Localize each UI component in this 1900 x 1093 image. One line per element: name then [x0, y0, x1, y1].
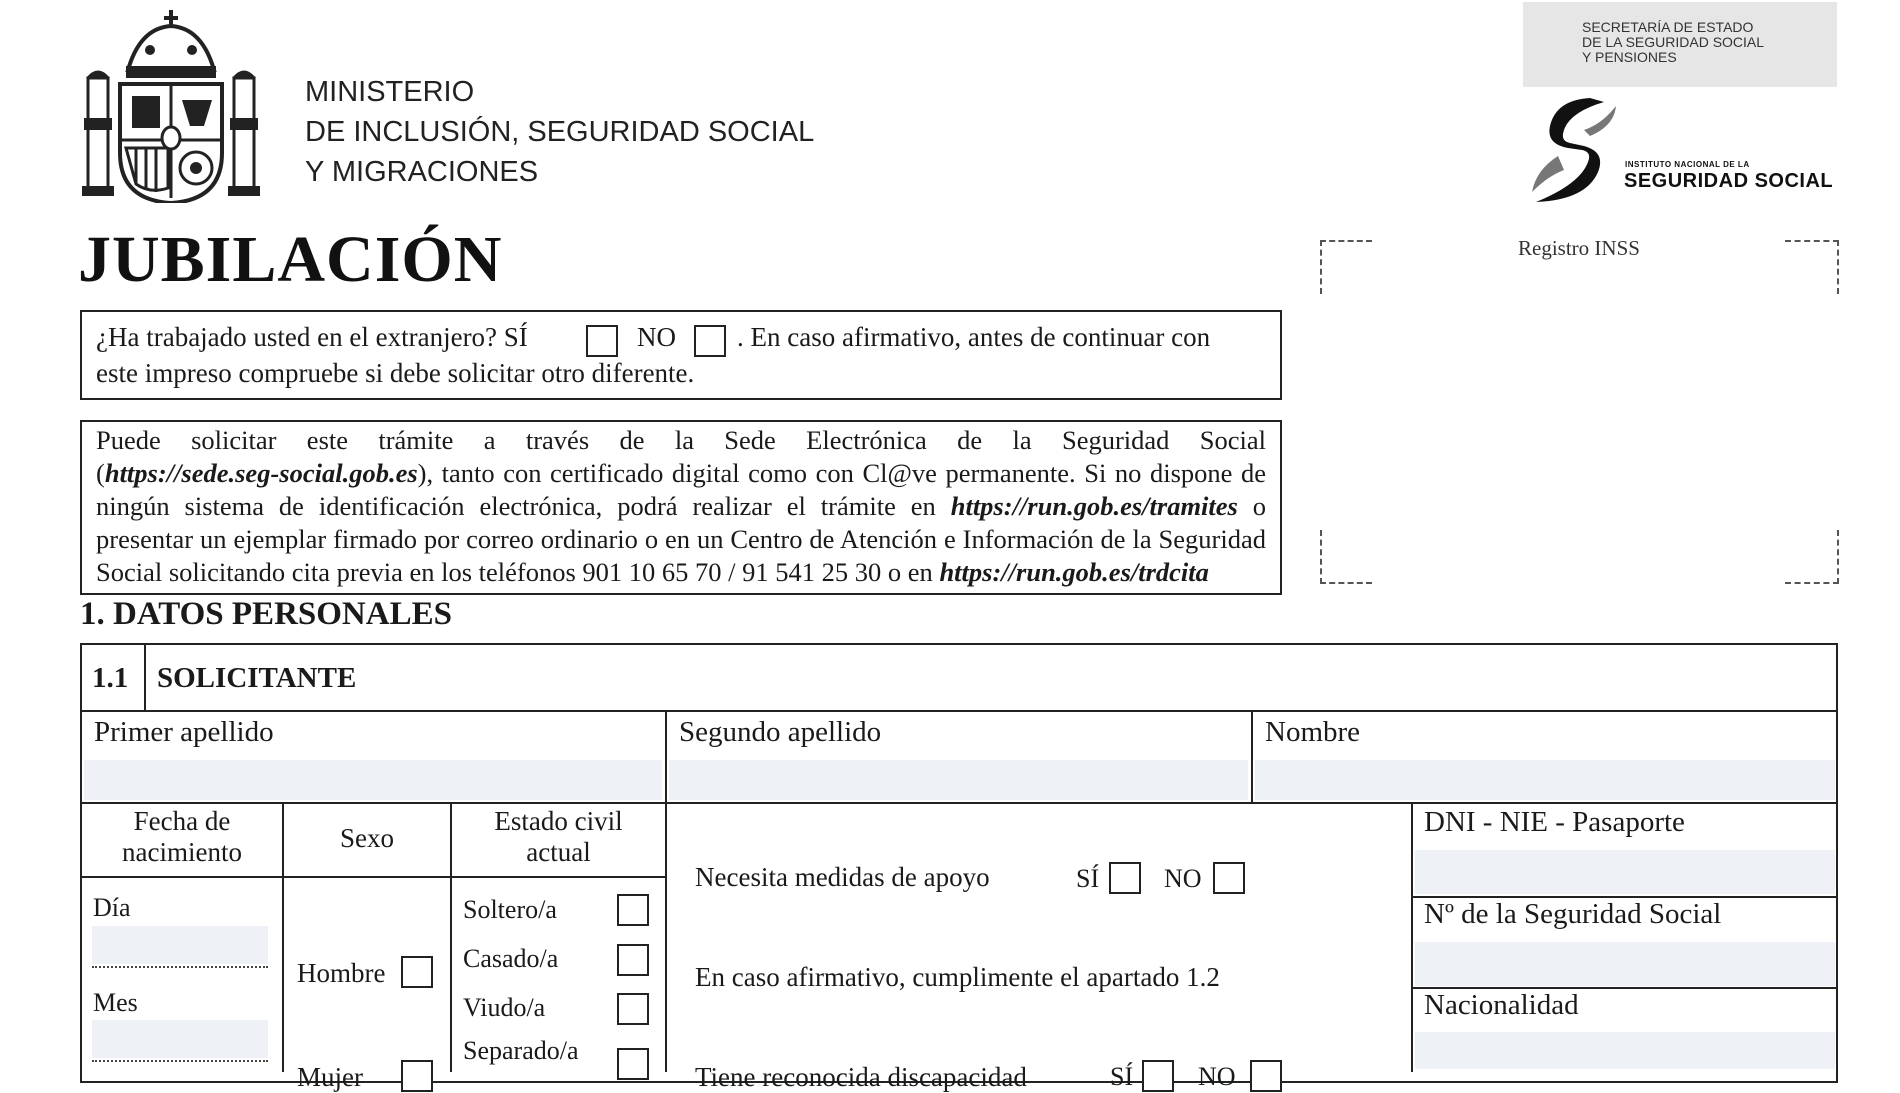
- solicitante-title: SOLICITANTE: [157, 662, 357, 694]
- nombre-label: Nombre: [1265, 716, 1361, 748]
- apoyo-label: Necesita medidas de apoyo: [695, 862, 990, 892]
- divider: [1411, 802, 1413, 1072]
- mujer-checkbox[interactable]: [401, 1060, 433, 1092]
- inss-small-text: INSTITUTO NACIONAL DE LA: [1625, 160, 1750, 169]
- info-box-text: [96, 424, 1266, 589]
- info-line-3-pre: ningún sistema de identificación electrónica, podrá realizar el trámite en: [96, 491, 936, 521]
- mujer-label: Mujer: [297, 1062, 363, 1092]
- divider: [144, 643, 146, 711]
- nombre-input[interactable]: [1255, 760, 1835, 800]
- estado-civil-header: [452, 806, 665, 868]
- afirmativo-note: En caso afirmativo, cumplimente el apartado 1.2: [695, 962, 1220, 992]
- mes-underline: [92, 1060, 268, 1062]
- registro-label: Registro INSS: [1518, 236, 1640, 260]
- ministry-line-1: MINISTERIO: [305, 76, 475, 108]
- discapacidad-label: Tiene reconocida discapacidad: [695, 1062, 1027, 1092]
- info-line-5-pre: Social solicitando cita previa en los teléfonos 901 10 65 70 / 91 541 25 30 o en: [96, 557, 933, 587]
- apoyo-si-checkbox[interactable]: [1109, 862, 1141, 894]
- primer-apellido-input[interactable]: [84, 760, 662, 800]
- nss-label: Nº de la Seguridad Social: [1424, 898, 1722, 930]
- ministry-line-3: Y MIGRACIONES: [305, 156, 539, 188]
- secretaria-line-1: SECRETARÍA DE ESTADO: [1582, 19, 1754, 35]
- secretaria-line-2: DE LA SEGURIDAD SOCIAL: [1582, 34, 1765, 50]
- dia-input[interactable]: [92, 926, 268, 964]
- inss-big-text: SEGURIDAD SOCIAL: [1624, 170, 1834, 192]
- foreign-question: ¿Ha trabajado usted en el extranjero? SÍ: [96, 322, 528, 352]
- fecha-header: [82, 806, 282, 868]
- inss-logo-icon: [1528, 96, 1618, 206]
- trdcita-link[interactable]: https://run.gob.es/trdcita: [939, 557, 1209, 587]
- discapacidad-si-checkbox[interactable]: [1142, 1060, 1174, 1092]
- separado-checkbox[interactable]: [617, 1048, 649, 1080]
- foreign-no-checkbox[interactable]: [694, 325, 726, 357]
- primer-apellido-label: Primer apellido: [94, 716, 274, 748]
- foreign-yes-checkbox[interactable]: [586, 325, 618, 357]
- info-line-2-rest: ), tanto con certificado digital como con Cl@ve permanente. Si no dispone de: [417, 458, 1266, 488]
- estado-line-2: actual: [526, 837, 591, 867]
- apoyo-no-label: NO: [1164, 864, 1202, 893]
- foreign-tail: . En caso afirmativo, antes de continuar con: [737, 322, 1211, 352]
- info-paren: (: [96, 458, 105, 488]
- divider: [80, 710, 1838, 712]
- discapacidad-si-label: SÍ: [1110, 1062, 1134, 1091]
- info-line-5: [96, 556, 1266, 589]
- mes-label: Mes: [93, 988, 138, 1017]
- foreign-no-label: NO: [637, 322, 676, 352]
- registro-corner-bl: [1320, 530, 1372, 584]
- soltero-checkbox[interactable]: [617, 894, 649, 926]
- secretaria-box: [1523, 2, 1837, 87]
- ministry-line-2: DE INCLUSIÓN, SEGURIDAD SOCIAL: [305, 116, 815, 148]
- dni-label: DNI - NIE - Pasaporte: [1424, 806, 1685, 838]
- viudo-label: Viudo/a: [463, 993, 546, 1022]
- divider: [80, 876, 667, 878]
- viudo-checkbox[interactable]: [617, 993, 649, 1025]
- sede-link[interactable]: https://sede.seg-social.gob.es: [104, 458, 418, 488]
- info-line-4: presentar un ejemplar firmado por correo ordinario o en un Centro de Atención e Información de la Seguridad: [96, 524, 1266, 554]
- nss-input[interactable]: [1415, 942, 1835, 986]
- segundo-apellido-label: Segundo apellido: [679, 716, 882, 748]
- segundo-apellido-input[interactable]: [669, 760, 1248, 800]
- registro-corner-tr: [1785, 240, 1839, 294]
- discapacidad-no-checkbox[interactable]: [1250, 1060, 1282, 1092]
- mes-input[interactable]: [92, 1020, 268, 1058]
- soltero-label: Soltero/a: [463, 895, 557, 924]
- apoyo-si-label: SÍ: [1076, 864, 1100, 893]
- casado-checkbox[interactable]: [617, 944, 649, 976]
- separado-label: Separado/a: [463, 1036, 579, 1065]
- apoyo-no-checkbox[interactable]: [1213, 862, 1245, 894]
- coat-of-arms-logo: [80, 8, 262, 203]
- info-line-1: Puede solicitar este trámite a través de la Sede Electrónica de la Seguridad Social: [96, 425, 1266, 455]
- casado-label: Casado/a: [463, 944, 559, 973]
- dia-underline: [92, 966, 268, 968]
- info-line-3: [96, 490, 1266, 523]
- divider: [1251, 710, 1253, 803]
- tramites-link[interactable]: https://run.gob.es/tramites: [950, 491, 1238, 521]
- foreign-line-2: este impreso compruebe si debe solicitar otro diferente.: [96, 358, 695, 388]
- section-1-title: 1. DATOS PERSONALES: [80, 596, 452, 632]
- page-title: JUBILACIÓN: [78, 223, 503, 296]
- nacionalidad-input[interactable]: [1415, 1032, 1835, 1069]
- fecha-line-1: Fecha de: [133, 806, 231, 836]
- ministry-name: [305, 72, 814, 192]
- sexo-header: Sexo: [340, 823, 394, 853]
- estado-line-1: Estado civil: [494, 806, 623, 836]
- fecha-line-2: nacimiento: [122, 837, 242, 867]
- dni-input[interactable]: [1415, 850, 1835, 894]
- discapacidad-no-label: NO: [1198, 1062, 1236, 1091]
- divider: [665, 802, 667, 1072]
- registro-corner-br: [1785, 530, 1839, 584]
- dia-label: Día: [93, 893, 131, 922]
- hombre-label: Hombre: [297, 958, 386, 988]
- divider: [665, 710, 667, 803]
- info-line-3-post: o: [1252, 491, 1267, 521]
- solicitante-num: 1.1: [92, 662, 129, 694]
- registro-corner-tl: [1320, 240, 1372, 294]
- secretaria-line-3: Y PENSIONES: [1582, 49, 1677, 65]
- info-line-2: [96, 457, 1266, 490]
- nacionalidad-label: Nacionalidad: [1424, 989, 1579, 1021]
- hombre-checkbox[interactable]: [401, 956, 433, 988]
- divider: [80, 802, 1838, 804]
